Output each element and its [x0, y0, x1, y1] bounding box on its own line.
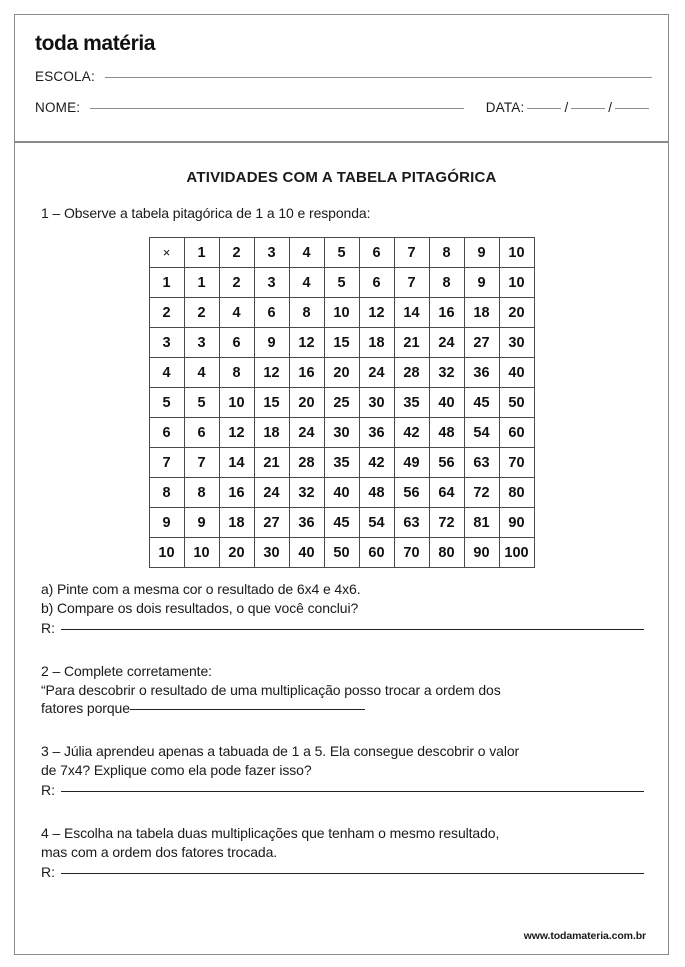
question-2-line-2: fatores porque: [41, 700, 130, 716]
pitagorica-cell-5x9[interactable]: 45: [464, 388, 499, 418]
question-1-prompt: 1 – Observe a tabela pitagórica de 1 a 10 e responda:: [41, 205, 371, 221]
pitagorica-cell-1x7[interactable]: 7: [394, 268, 429, 298]
pitagorica-cell-1x10[interactable]: 10: [499, 268, 534, 298]
nome-label: NOME:: [35, 100, 81, 115]
pitagorica-row-header-2: 2: [149, 298, 184, 328]
pitagorica-cell-2x10[interactable]: 20: [499, 298, 534, 328]
pitagorica-row-header-6: 6: [149, 418, 184, 448]
pitagorica-cell-8x2[interactable]: 16: [219, 478, 254, 508]
pitagorica-cell-3x6[interactable]: 18: [359, 328, 394, 358]
date-year-input[interactable]: [615, 107, 649, 109]
pitagorica-row-header-7: 7: [149, 448, 184, 478]
pitagorica-table-wrap: [15, 237, 668, 568]
escola-input-line[interactable]: [105, 76, 652, 78]
pitagorica-row: [149, 298, 534, 328]
pitagorica-cell-9x1[interactable]: 9: [184, 508, 219, 538]
date-separator-2: /: [608, 100, 612, 115]
pitagorica-cell-9x4[interactable]: 36: [289, 508, 324, 538]
pitagorica-cell-8x4[interactable]: 32: [289, 478, 324, 508]
pitagorica-cell-10x3[interactable]: 30: [254, 538, 289, 568]
pitagorica-cell-2x3[interactable]: 6: [254, 298, 289, 328]
question-1-answer-label: R:: [41, 620, 55, 636]
question-1-items: [15, 580, 668, 636]
worksheet-body: [15, 169, 668, 880]
pitagorica-cell-6x7[interactable]: 42: [394, 418, 429, 448]
pitagorica-cell-5x6[interactable]: 30: [359, 388, 394, 418]
pitagorica-row: [149, 478, 534, 508]
question-4-block: [15, 824, 668, 880]
pitagorica-cell-1x6[interactable]: 6: [359, 268, 394, 298]
question-3-line-2: de 7x4? Explique como ela pode fazer isso?: [41, 762, 312, 778]
worksheet-page: [14, 14, 669, 955]
pitagorica-col-header-2: 2: [219, 238, 254, 268]
pitagorica-cell-5x1[interactable]: 5: [184, 388, 219, 418]
pitagorica-cell-6x3[interactable]: 18: [254, 418, 289, 448]
pitagorica-cell-4x10[interactable]: 40: [499, 358, 534, 388]
pitagorica-col-header-4: 4: [289, 238, 324, 268]
pitagorica-col-header-6: 6: [359, 238, 394, 268]
pitagorica-row-header-9: 9: [149, 508, 184, 538]
pitagorica-cell-8x3[interactable]: 24: [254, 478, 289, 508]
pitagorica-corner-cell: ×: [149, 238, 184, 268]
pitagorica-cell-1x1[interactable]: 1: [184, 268, 219, 298]
pitagorica-cell-7x5[interactable]: 35: [324, 448, 359, 478]
question-3-answer-label: R:: [41, 782, 55, 798]
pitagorica-cell-8x7[interactable]: 56: [394, 478, 429, 508]
worksheet-header: [15, 15, 668, 143]
pitagorica-cell-5x2[interactable]: 10: [219, 388, 254, 418]
pitagorica-col-header-10: 10: [499, 238, 534, 268]
pitagorica-cell-10x10[interactable]: 100: [499, 538, 534, 568]
pitagorica-cell-4x4[interactable]: 16: [289, 358, 324, 388]
pitagorica-cell-4x9[interactable]: 36: [464, 358, 499, 388]
pitagorica-col-header-3: 3: [254, 238, 289, 268]
pitagorica-cell-2x8[interactable]: 16: [429, 298, 464, 328]
pitagorica-cell-7x9[interactable]: 63: [464, 448, 499, 478]
question-3-answer-row: [41, 782, 644, 798]
pitagorica-cell-9x10[interactable]: 90: [499, 508, 534, 538]
pitagorica-cell-10x7[interactable]: 70: [394, 538, 429, 568]
pitagorica-cell-2x6[interactable]: 12: [359, 298, 394, 328]
pitagorica-cell-7x8[interactable]: 56: [429, 448, 464, 478]
nome-input-line[interactable]: [90, 107, 463, 109]
pitagorica-cell-10x5[interactable]: 50: [324, 538, 359, 568]
pitagorica-cell-8x6[interactable]: 48: [359, 478, 394, 508]
pitagorica-row-header-10: 10: [149, 538, 184, 568]
pitagorica-cell-2x7[interactable]: 14: [394, 298, 429, 328]
pitagorica-cell-5x10[interactable]: 50: [499, 388, 534, 418]
pitagorica-cell-3x2[interactable]: 6: [219, 328, 254, 358]
pitagorica-cell-9x8[interactable]: 72: [429, 508, 464, 538]
escola-label: ESCOLA:: [35, 69, 95, 84]
question-2-prompt: 2 – Complete corretamente:: [41, 663, 212, 679]
pitagorica-col-header-9: 9: [464, 238, 499, 268]
pitagorica-cell-6x4[interactable]: 24: [289, 418, 324, 448]
pitagorica-cell-10x6[interactable]: 60: [359, 538, 394, 568]
pitagorica-cell-10x1[interactable]: 10: [184, 538, 219, 568]
question-3-line-1: 3 – Júlia aprendeu apenas a tabuada de 1 a 5. Ela consegue descobrir o valor: [41, 743, 520, 759]
pitagorica-cell-4x8[interactable]: 32: [429, 358, 464, 388]
pitagorica-cell-1x8[interactable]: 8: [429, 268, 464, 298]
pitagorica-row: [149, 538, 534, 568]
date-month-input[interactable]: [571, 107, 605, 109]
nome-field-row: [35, 100, 652, 115]
pitagorica-cell-10x9[interactable]: 90: [464, 538, 499, 568]
data-label: DATA:: [485, 100, 525, 115]
question-3-answer-line[interactable]: [61, 790, 644, 792]
pitagorica-cell-4x6[interactable]: 24: [359, 358, 394, 388]
pitagorica-row-header-4: 4: [149, 358, 184, 388]
pitagorica-table-body: [149, 238, 534, 568]
pitagorica-cell-7x2[interactable]: 14: [219, 448, 254, 478]
pitagorica-cell-7x1[interactable]: 7: [184, 448, 219, 478]
question-4-answer-line[interactable]: [61, 872, 644, 874]
question-3-block: [15, 742, 668, 798]
pitagorica-row: [149, 418, 534, 448]
pitagorica-cell-2x1[interactable]: 2: [184, 298, 219, 328]
pitagorica-table: [149, 237, 535, 568]
pitagorica-cell-2x5[interactable]: 10: [324, 298, 359, 328]
pitagorica-cell-9x7[interactable]: 63: [394, 508, 429, 538]
pitagorica-cell-6x6[interactable]: 36: [359, 418, 394, 448]
pitagorica-cell-3x10[interactable]: 30: [499, 328, 534, 358]
pitagorica-cell-1x4[interactable]: 4: [289, 268, 324, 298]
pitagorica-row-header-8: 8: [149, 478, 184, 508]
pitagorica-cell-4x5[interactable]: 20: [324, 358, 359, 388]
pitagorica-col-header-8: 8: [429, 238, 464, 268]
pitagorica-row-header-1: 1: [149, 268, 184, 298]
pitagorica-cell-5x8[interactable]: 40: [429, 388, 464, 418]
question-1-answer-row: [41, 620, 644, 636]
pitagorica-cell-7x6[interactable]: 42: [359, 448, 394, 478]
pitagorica-cell-6x5[interactable]: 30: [324, 418, 359, 448]
pitagorica-row: [149, 358, 534, 388]
pitagorica-cell-2x4[interactable]: 8: [289, 298, 324, 328]
pitagorica-cell-6x10[interactable]: 60: [499, 418, 534, 448]
pitagorica-cell-5x3[interactable]: 15: [254, 388, 289, 418]
pitagorica-cell-9x6[interactable]: 54: [359, 508, 394, 538]
question-2-fill-row: [41, 700, 644, 716]
pitagorica-cell-8x8[interactable]: 64: [429, 478, 464, 508]
pitagorica-cell-3x1[interactable]: 3: [184, 328, 219, 358]
question-1-item-a: a) Pinte com a mesma cor o resultado de 6x4 e 4x6.: [41, 581, 361, 597]
pitagorica-cell-9x5[interactable]: 45: [324, 508, 359, 538]
pitagorica-cell-8x1[interactable]: 8: [184, 478, 219, 508]
question-4-line-1: 4 – Escolha na tabela duas multiplicações que tenham o mesmo resultado,: [41, 825, 500, 841]
pitagorica-header-row: [149, 238, 534, 268]
pitagorica-cell-4x1[interactable]: 4: [184, 358, 219, 388]
pitagorica-cell-8x9[interactable]: 72: [464, 478, 499, 508]
question-2-answer-line[interactable]: [130, 708, 365, 710]
question-2-block: [15, 662, 668, 716]
pitagorica-cell-9x2[interactable]: 18: [219, 508, 254, 538]
question-4-line-2: mas com a ordem dos fatores trocada.: [41, 844, 278, 860]
date-day-input[interactable]: [527, 107, 561, 109]
pitagorica-cell-6x1[interactable]: 6: [184, 418, 219, 448]
pitagorica-row: [149, 448, 534, 478]
pitagorica-cell-1x5[interactable]: 5: [324, 268, 359, 298]
pitagorica-cell-9x3[interactable]: 27: [254, 508, 289, 538]
pitagorica-row: [149, 508, 534, 538]
pitagorica-cell-3x5[interactable]: 15: [324, 328, 359, 358]
pitagorica-cell-5x4[interactable]: 20: [289, 388, 324, 418]
pitagorica-cell-7x10[interactable]: 70: [499, 448, 534, 478]
question-1-answer-line[interactable]: [61, 628, 644, 630]
pitagorica-cell-6x9[interactable]: 54: [464, 418, 499, 448]
pitagorica-col-header-7: 7: [394, 238, 429, 268]
pitagorica-cell-3x9[interactable]: 27: [464, 328, 499, 358]
pitagorica-cell-8x10[interactable]: 80: [499, 478, 534, 508]
pitagorica-cell-6x8[interactable]: 48: [429, 418, 464, 448]
footer-website: www.todamateria.com.br: [523, 930, 646, 942]
pitagorica-col-header-1: 1: [184, 238, 219, 268]
pitagorica-cell-1x2[interactable]: 2: [219, 268, 254, 298]
pitagorica-cell-7x3[interactable]: 21: [254, 448, 289, 478]
pitagorica-cell-1x9[interactable]: 9: [464, 268, 499, 298]
pitagorica-row-header-3: 3: [149, 328, 184, 358]
pitagorica-cell-9x9[interactable]: 81: [464, 508, 499, 538]
pitagorica-row-header-5: 5: [149, 388, 184, 418]
pitagorica-col-header-5: 5: [324, 238, 359, 268]
pitagorica-cell-2x2[interactable]: 4: [219, 298, 254, 328]
pitagorica-row: [149, 388, 534, 418]
question-4-answer-row: [41, 864, 644, 880]
escola-field-row: [35, 69, 652, 84]
pitagorica-cell-7x4[interactable]: 28: [289, 448, 324, 478]
question-4-answer-label: R:: [41, 864, 55, 880]
page-title: ATIVIDADES COM A TABELA PITAGÓRICA: [186, 169, 497, 186]
pitagorica-cell-10x2[interactable]: 20: [219, 538, 254, 568]
pitagorica-cell-4x7[interactable]: 28: [394, 358, 429, 388]
question-1-item-b: b) Compare os dois resultados, o que você conclui?: [41, 600, 359, 616]
pitagorica-cell-2x9[interactable]: 18: [464, 298, 499, 328]
pitagorica-cell-3x4[interactable]: 12: [289, 328, 324, 358]
pitagorica-cell-4x3[interactable]: 12: [254, 358, 289, 388]
pitagorica-cell-10x4[interactable]: 40: [289, 538, 324, 568]
pitagorica-cell-5x5[interactable]: 25: [324, 388, 359, 418]
pitagorica-cell-10x8[interactable]: 80: [429, 538, 464, 568]
pitagorica-cell-3x3[interactable]: 9: [254, 328, 289, 358]
pitagorica-cell-6x2[interactable]: 12: [219, 418, 254, 448]
brand-logo: toda matéria: [35, 32, 156, 55]
date-separator-1: /: [564, 100, 569, 115]
pitagorica-cell-7x7[interactable]: 49: [394, 448, 429, 478]
pitagorica-cell-1x3[interactable]: 3: [254, 268, 289, 298]
pitagorica-cell-3x7[interactable]: 21: [394, 328, 429, 358]
pitagorica-cell-8x5[interactable]: 40: [324, 478, 359, 508]
pitagorica-cell-3x8[interactable]: 24: [429, 328, 464, 358]
pitagorica-cell-5x7[interactable]: 35: [394, 388, 429, 418]
pitagorica-row: [149, 328, 534, 358]
pitagorica-cell-4x2[interactable]: 8: [219, 358, 254, 388]
pitagorica-row: [149, 268, 534, 298]
question-2-line-1: “Para descobrir o resultado de uma multiplicação posso trocar a ordem dos: [41, 682, 501, 698]
